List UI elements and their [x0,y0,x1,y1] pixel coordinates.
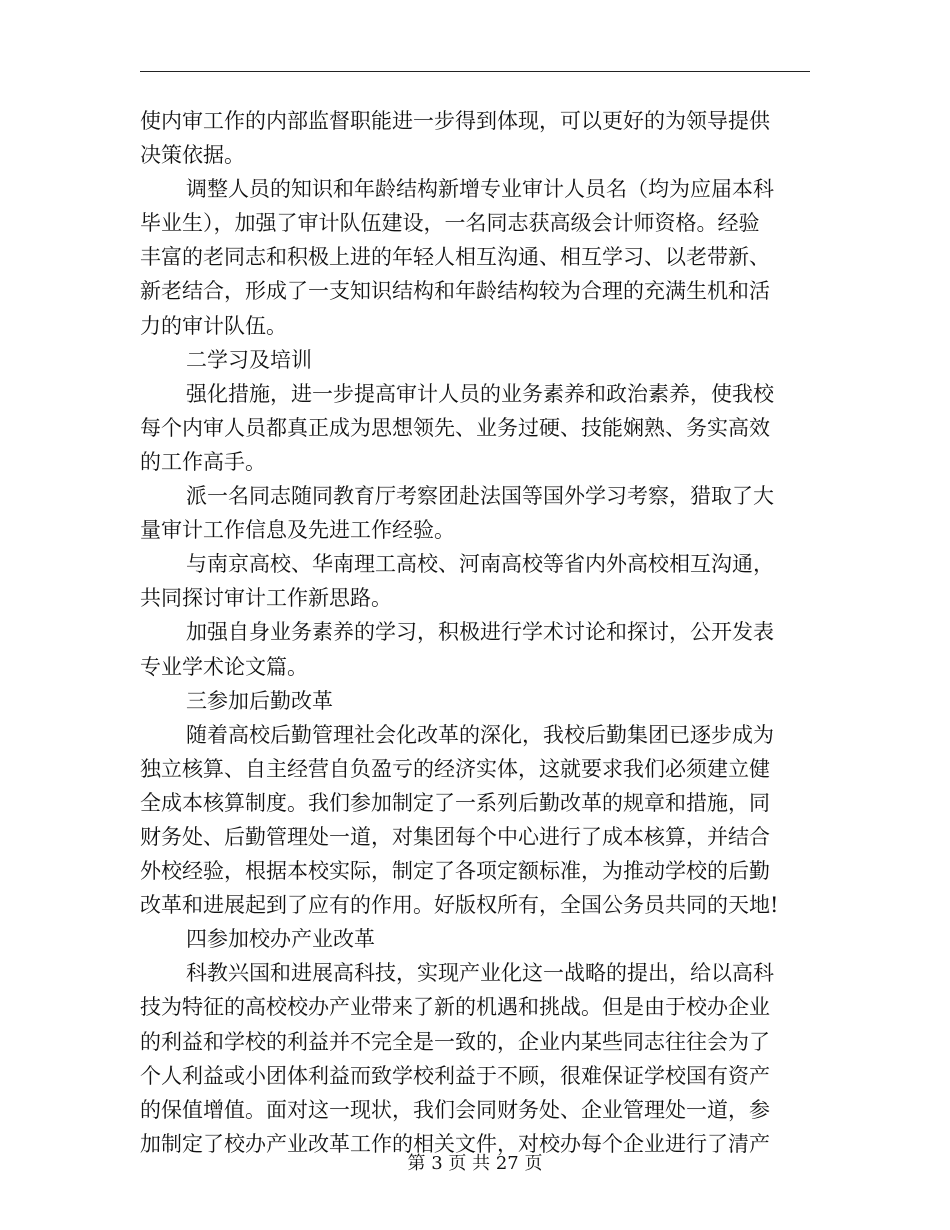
text-line: 的保值增值。面对这一现状，我们会同财务处、企业管理处一道，参 [140,1097,770,1122]
text-line: 改革和进展起到了应有的作用。好版权所有，全国公务员共同的天地! [140,893,779,918]
text-line: 技为特征的高校校办产业带来了新的机遇和挑战。但是由于校办企业 [140,995,770,1020]
paragraph [140,343,810,377]
paragraph [140,479,810,547]
text-line: 专业学术论文篇。 [140,654,308,679]
text-line: 加制定了校办产业改革工作的相关文件，对校办每个企业进行了清产 [140,1131,770,1156]
text-line: 使内审工作的内部监督职能进一步得到体现，可以更好的为领导提供 [140,109,770,133]
paragraph [140,922,810,956]
text-line: 加强自身业务素养的学习，积极进行学术讨论和探讨，公开发表 [186,620,774,645]
text-line: 个人利益或小团体利益而致学校利益于不顾，很难保证学校国有资产 [140,1063,770,1088]
text-line: 量审计工作信息及先进工作经验。 [140,518,455,543]
text-line: 与南京高校、华南理工高校、河南高校等省内外高校相互沟通， [186,552,774,577]
text-line: 外校经验，根据本校实际，制定了各项定额标准，为推动学校的后勤 [140,859,770,884]
text-line: 派一名同志随同教育厅考察团赴法国等国外学习考察，猎取了大 [186,484,774,509]
text-line: 新老结合，形成了一支知识结构和年龄结构较为合理的充满生机和活 [140,279,770,304]
text-line: 强化措施，进一步提高审计人员的业务素养和政治素养，使我校 [186,381,774,406]
text-line: 决策依据。 [140,143,245,168]
text-line: 丰富的老同志和积极上进的年轻人相互沟通、相互学习、以老带新、 [140,245,770,270]
text-line: 三参加后勤改革 [186,688,333,713]
paragraph [140,172,810,342]
text-line: 独立核算、自主经营自负盈亏的经济实体，这就要求我们必须建立健 [140,756,770,781]
text-line: 四参加校办产业改革 [186,927,375,952]
document-body [140,104,810,1161]
paragraph [140,956,810,1161]
page-number: 第 3 页 共 27 页 [407,1153,543,1174]
text-line: 的工作高手。 [140,449,266,474]
paragraph [140,684,810,718]
text-line: 力的审计队伍。 [140,313,287,338]
paragraph [140,615,810,683]
text-line: 共同探讨审计工作新思路。 [140,586,392,611]
text-line: 毕业生），加强了审计队伍建设，一名同志获高级会计师资格。经验 [140,211,760,236]
header-rule [140,71,810,72]
text-line: 科教兴国和进展高科技，实现产业化这一战略的提出，给以高科 [186,961,774,986]
paragraph [140,547,810,615]
text-line: 财务处、后勤管理处一道，对集团每个中心进行了成本核算，并结合 [140,824,770,849]
text-line: 每个内审人员都真正成为思想领先、业务过硬、技能娴熟、务实高效 [140,415,770,440]
text-line: 随着高校后勤管理社会化改革的深化，我校后勤集团已逐步成为 [186,722,774,747]
text-line: 调整人员的知识和年龄结构新增专业审计人员名（均为应届本科 [186,177,774,202]
paragraph [140,718,810,923]
text-line: 的利益和学校的利益并不完全是一致的，企业内某些同志往往会为了 [140,1029,770,1054]
text-line: 二学习及培训 [186,347,312,372]
paragraph [140,377,810,479]
text-line: 全成本核算制度。我们参加制定了一系列后勤改革的规章和措施，同 [140,790,770,815]
paragraph [140,104,810,172]
